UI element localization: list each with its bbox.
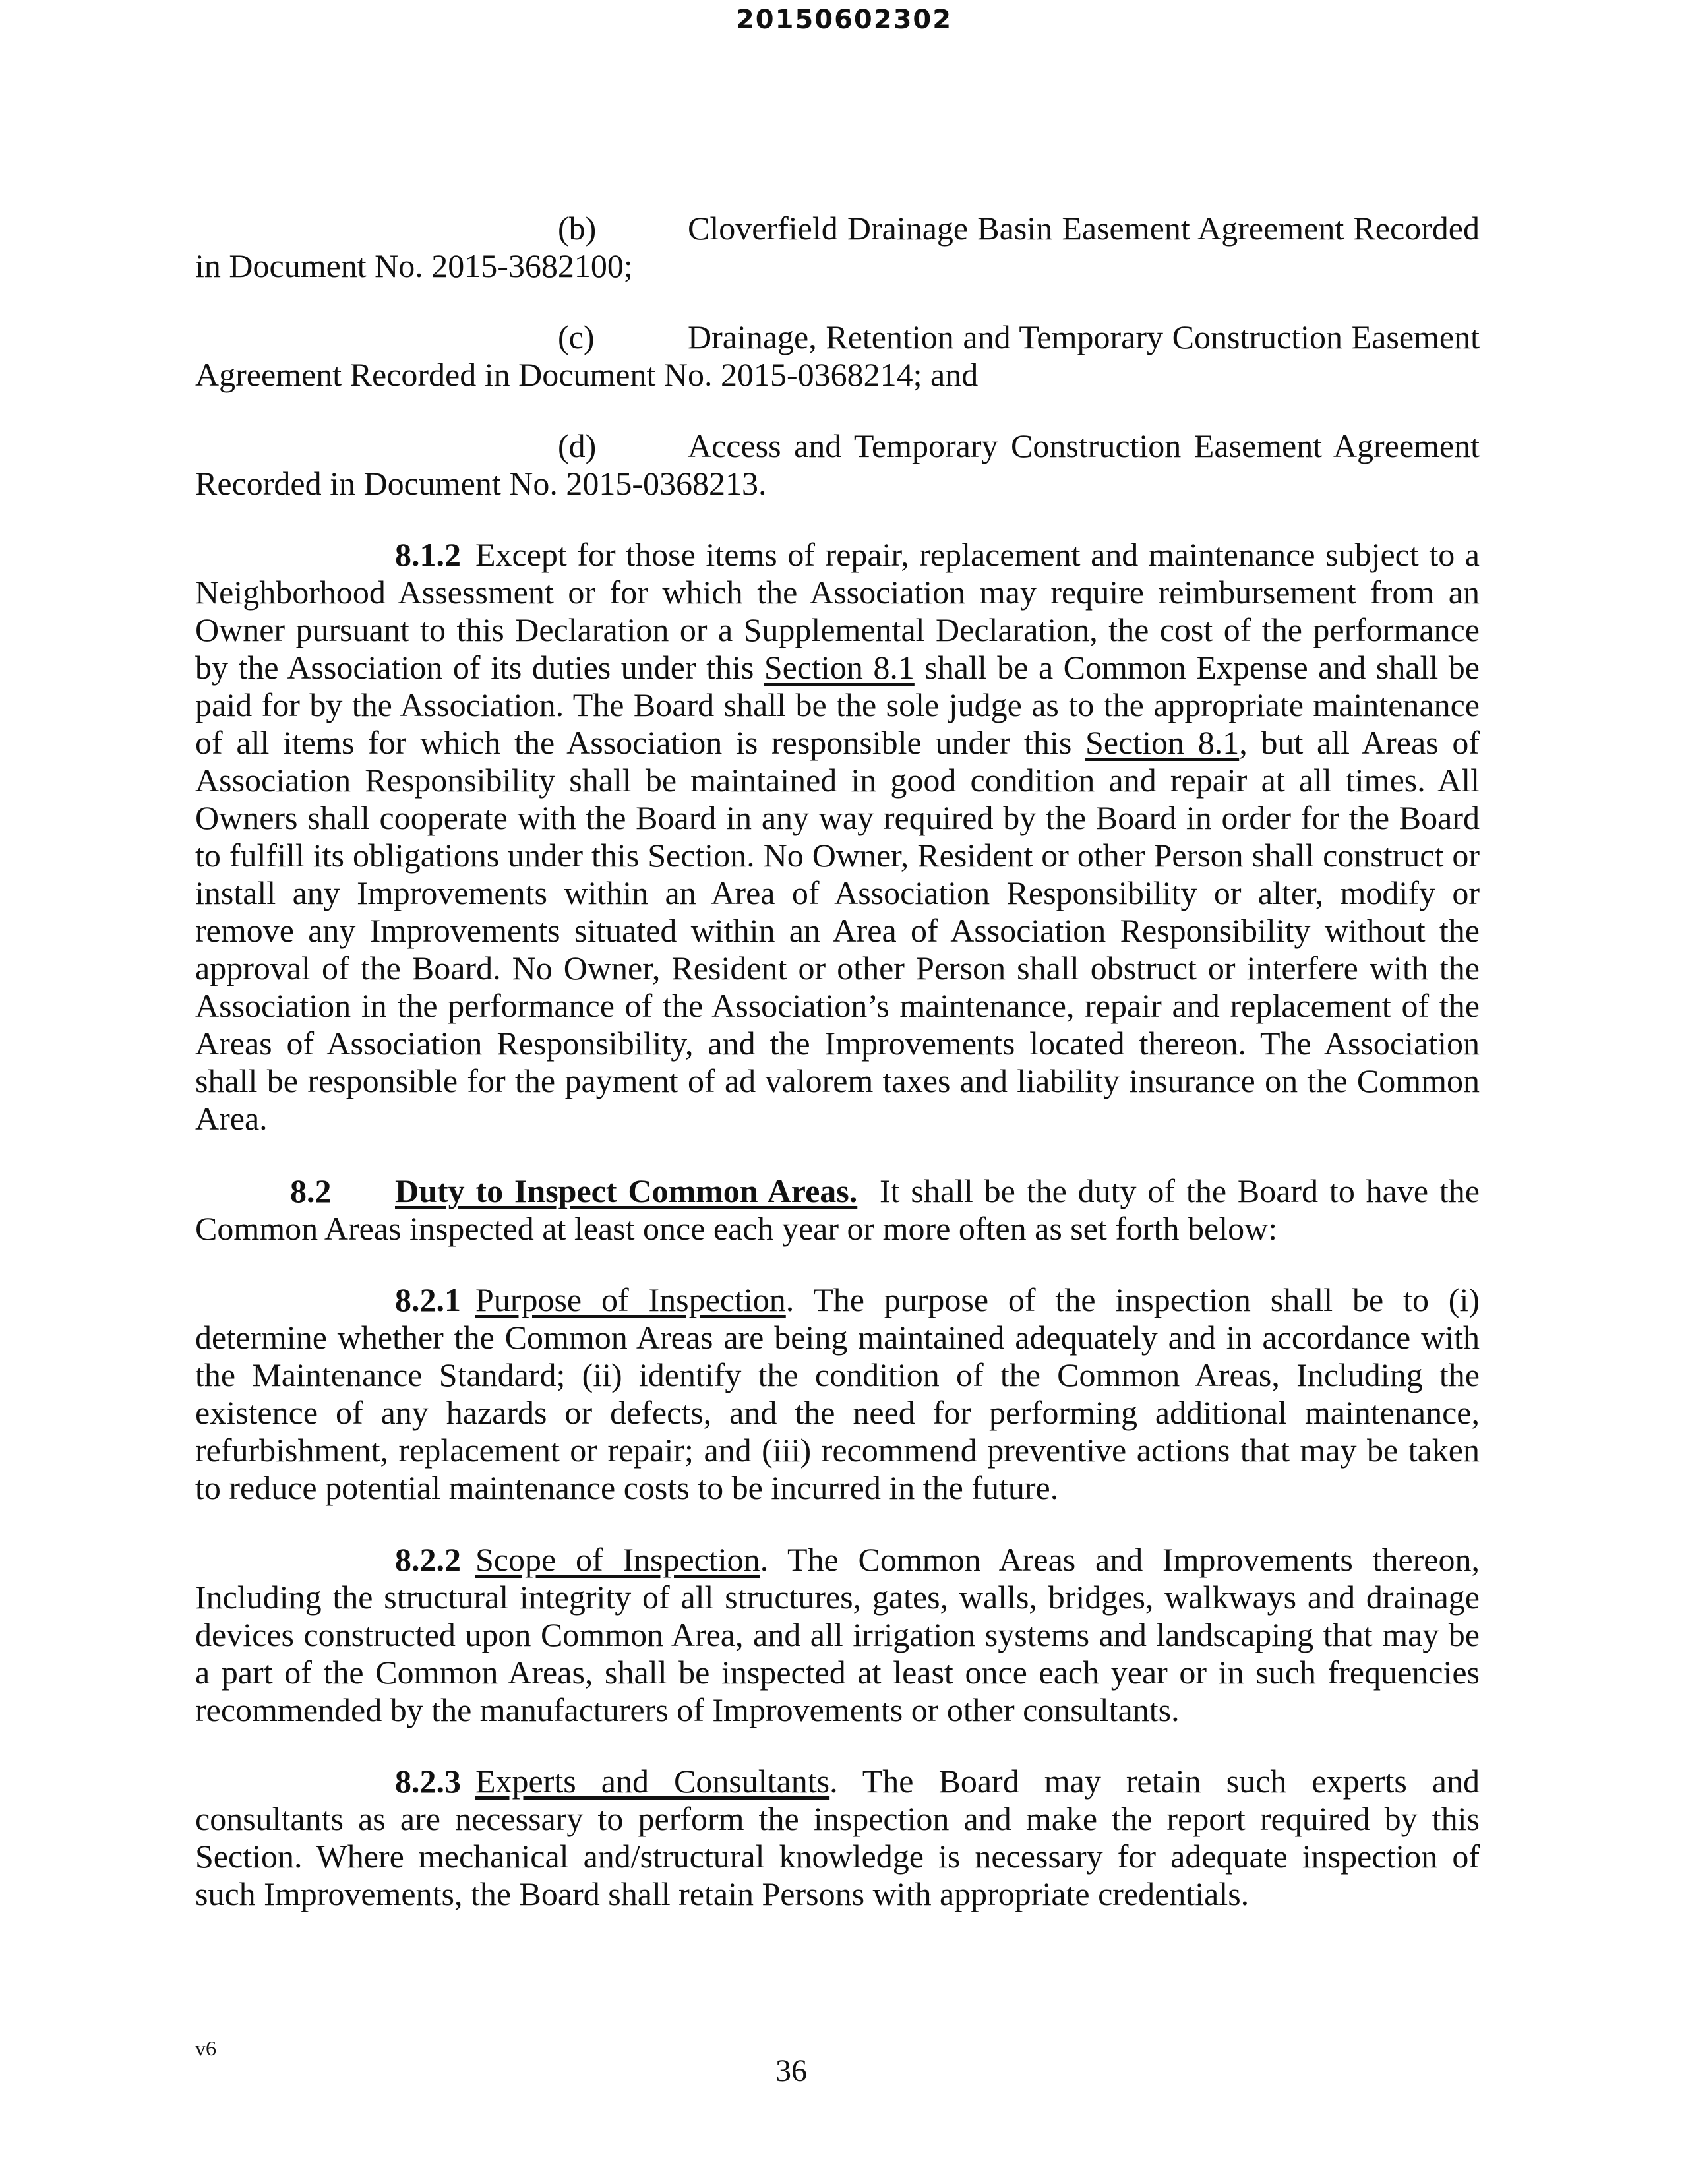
section-title: Scope of Inspection bbox=[475, 1541, 760, 1578]
paragraph-text: It shall be the duty of the Board to have the Common Areas inspected at least once each year or more often as set forth below: bbox=[195, 1172, 1480, 1247]
paragraph-text: Except for those items of repair, replacement and maintenance subject to a Neighborhood Assessment or for which the Association may require reimbursement from an Owner pursuant to this Declaration or a Supplemental Declaration, the cost of the performance by the Association of its duties under this bbox=[195, 536, 1480, 686]
section-number: 8.2 bbox=[290, 1172, 332, 1209]
section-8-2-1 bbox=[195, 1281, 1480, 1507]
item-c bbox=[195, 318, 1480, 394]
section-reference: Section 8.1 bbox=[1085, 724, 1240, 761]
section-number: 8.1.2 bbox=[395, 536, 461, 573]
item-text: Cloverfield Drainage Basin Easement Agreement Recorded in Document No. 2015-3682100; bbox=[195, 210, 1480, 284]
section-8-1-2 bbox=[195, 536, 1480, 1138]
section-number: 8.2.2 bbox=[395, 1541, 461, 1578]
section-title: Purpose of Inspection bbox=[475, 1281, 786, 1318]
item-label: (b) bbox=[558, 210, 597, 247]
paragraph-text: . The Common Areas and Improvements thereon, Including the structural integrity of all structures, gates, walls, bridges, walkways and drainage devices constructed upon Common Area, and all irrigation systems and landscaping that may be a part of the Common Areas, shall be inspected at least once each year or in such frequencies recommended by the manufacturers of Improvements or other consultants. bbox=[195, 1541, 1480, 1728]
version-label: v6 bbox=[195, 2036, 216, 2060]
section-number: 8.2.1 bbox=[395, 1281, 461, 1318]
item-d bbox=[195, 427, 1480, 502]
section-reference: Section 8.1 bbox=[764, 649, 915, 686]
page-number: 36 bbox=[775, 2053, 807, 2088]
section-8-2 bbox=[195, 1172, 1480, 1248]
section-title: Experts and Consultants bbox=[475, 1763, 830, 1800]
item-label: (d) bbox=[558, 427, 597, 464]
paragraph-text: . The purpose of the inspection shall be to (i) determine whether the Common Areas are being maintained adequately and in accordance with the Maintenance Standard; (ii) identify the condition of the Common Areas, Including the existence of any hazards or defects, and the need for performing additional maintenance, refurbishment, replacement or repair; and (iii) recommend preventive actions that may be taken to reduce potential maintenance costs to be incurred in the future. bbox=[195, 1281, 1480, 1506]
item-text: Access and Temporary Construction Easement Agreement Recorded in Document No. 2015-0368213. bbox=[195, 427, 1480, 502]
recording-number: 20150602302 bbox=[735, 5, 953, 35]
item-text: Drainage, Retention and Temporary Construction Easement Agreement Recorded in Document No. 2015-0368214; and bbox=[195, 318, 1480, 393]
section-number: 8.2.3 bbox=[395, 1763, 461, 1800]
section-title: Duty to Inspect Common Areas. bbox=[395, 1172, 858, 1209]
section-8-2-3 bbox=[195, 1763, 1480, 1913]
item-label: (c) bbox=[558, 318, 595, 355]
item-b bbox=[195, 210, 1480, 285]
section-8-2-2 bbox=[195, 1541, 1480, 1729]
paragraph-text: shall be a Common Expense and shall be paid for by the Association. The Board shall be the sole judge as to the appropriate maintenance of all items for which the Association is responsible under this bbox=[195, 649, 1480, 761]
paragraph-text: . The Board may retain such experts and consultants as are necessary to perform the inspection and make the report required by this Section. Where mechanical and/structural knowledge is necessary for adequate inspection of such Improvements, the Board shall retain Persons with appropriate credentials. bbox=[195, 1763, 1480, 1912]
paragraph-text: , but all Areas of Association Responsibility shall be maintained in good condition and repair at all times. All Owners shall cooperate with the Board in any way required by the Board in order for the Board to fulfill its obligations under this Section. No Owner, Resident or other Person shall construct or install any Improvements within an Area of Association Responsibility or alter, modify or remove any Improvements situated within an Area of Association Responsibility without the approval of the Board. No Owner, Resident or other Person shall obstruct or interfere with the Association in the performance of the Association’s maintenance, repair and replacement of the Areas of Association Responsibility, and the Improvements located thereon. The Association shall be responsible for the payment of ad valorem taxes and liability insurance on the Common Area. bbox=[195, 724, 1480, 1137]
